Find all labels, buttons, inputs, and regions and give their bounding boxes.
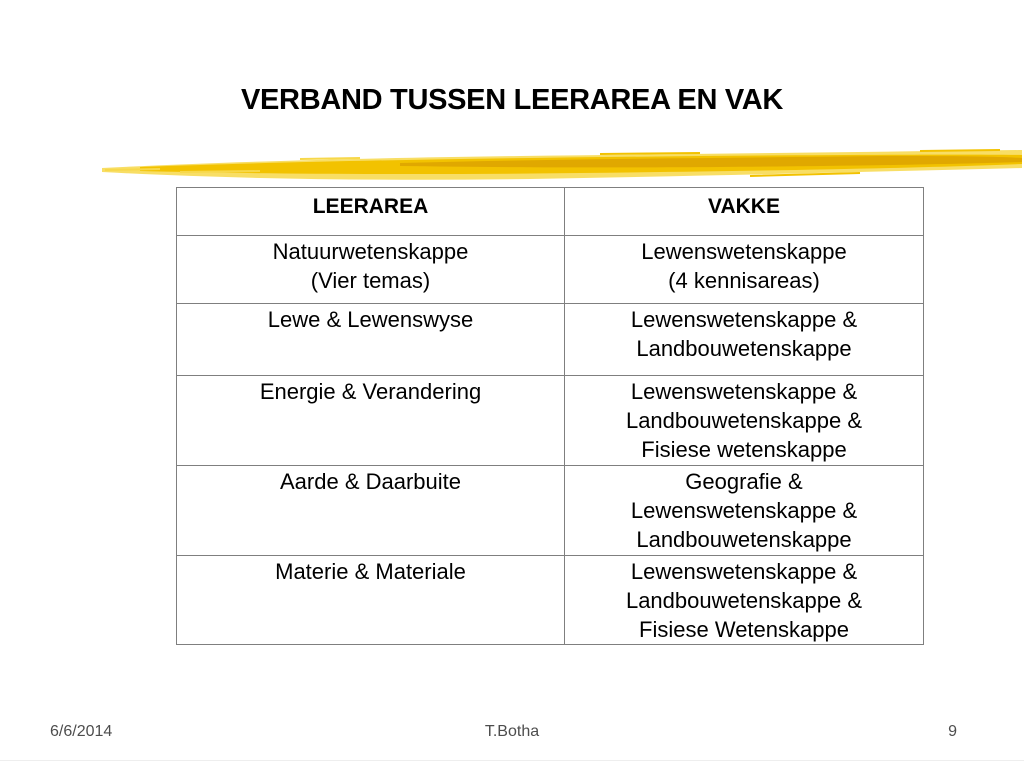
table-header-row: [177, 188, 924, 236]
leerarea-cell: Lewe & Lewenswyse: [177, 304, 565, 376]
bottom-divider: [0, 760, 1024, 761]
vakke-cell: Lewenswetenskappe (4 kennisareas): [565, 236, 924, 304]
leerarea-cell: Aarde & Daarbuite: [177, 466, 565, 556]
table-row: [177, 466, 924, 556]
table-row: [177, 376, 924, 466]
header-leerarea: LEERAREA: [177, 188, 565, 236]
footer-page-number: 9: [948, 723, 957, 740]
header-vakke: VAKKE: [565, 188, 924, 236]
slide-title: VERBAND TUSSEN LEERAREA EN VAK: [240, 84, 784, 116]
table-row: [177, 236, 924, 304]
footer-author: T.Botha: [484, 723, 540, 740]
vakke-cell: Lewenswetenskappe & Landbouwetenskappe & Fisiese Wetenskappe: [565, 556, 924, 645]
vakke-cell: Geografie & Lewenswetenskappe & Landbouwetenskappe: [565, 466, 924, 556]
yellow-brush-stroke-decoration: [100, 146, 1024, 184]
leerarea-cell: Materie & Materiale: [177, 556, 565, 645]
vakke-cell: Lewenswetenskappe & Landbouwetenskappe: [565, 304, 924, 376]
leerarea-cell: Natuurwetenskappe (Vier temas): [177, 236, 565, 304]
footer-date: 6/6/2014: [50, 723, 113, 740]
leerarea-cell: Energie & Verandering: [177, 376, 565, 466]
vakke-cell: Lewenswetenskappe & Landbouwetenskappe & Fisiese wetenskappe: [565, 376, 924, 466]
table-row: [177, 304, 924, 376]
leerarea-vak-table: [176, 187, 924, 645]
table-row: [177, 556, 924, 645]
